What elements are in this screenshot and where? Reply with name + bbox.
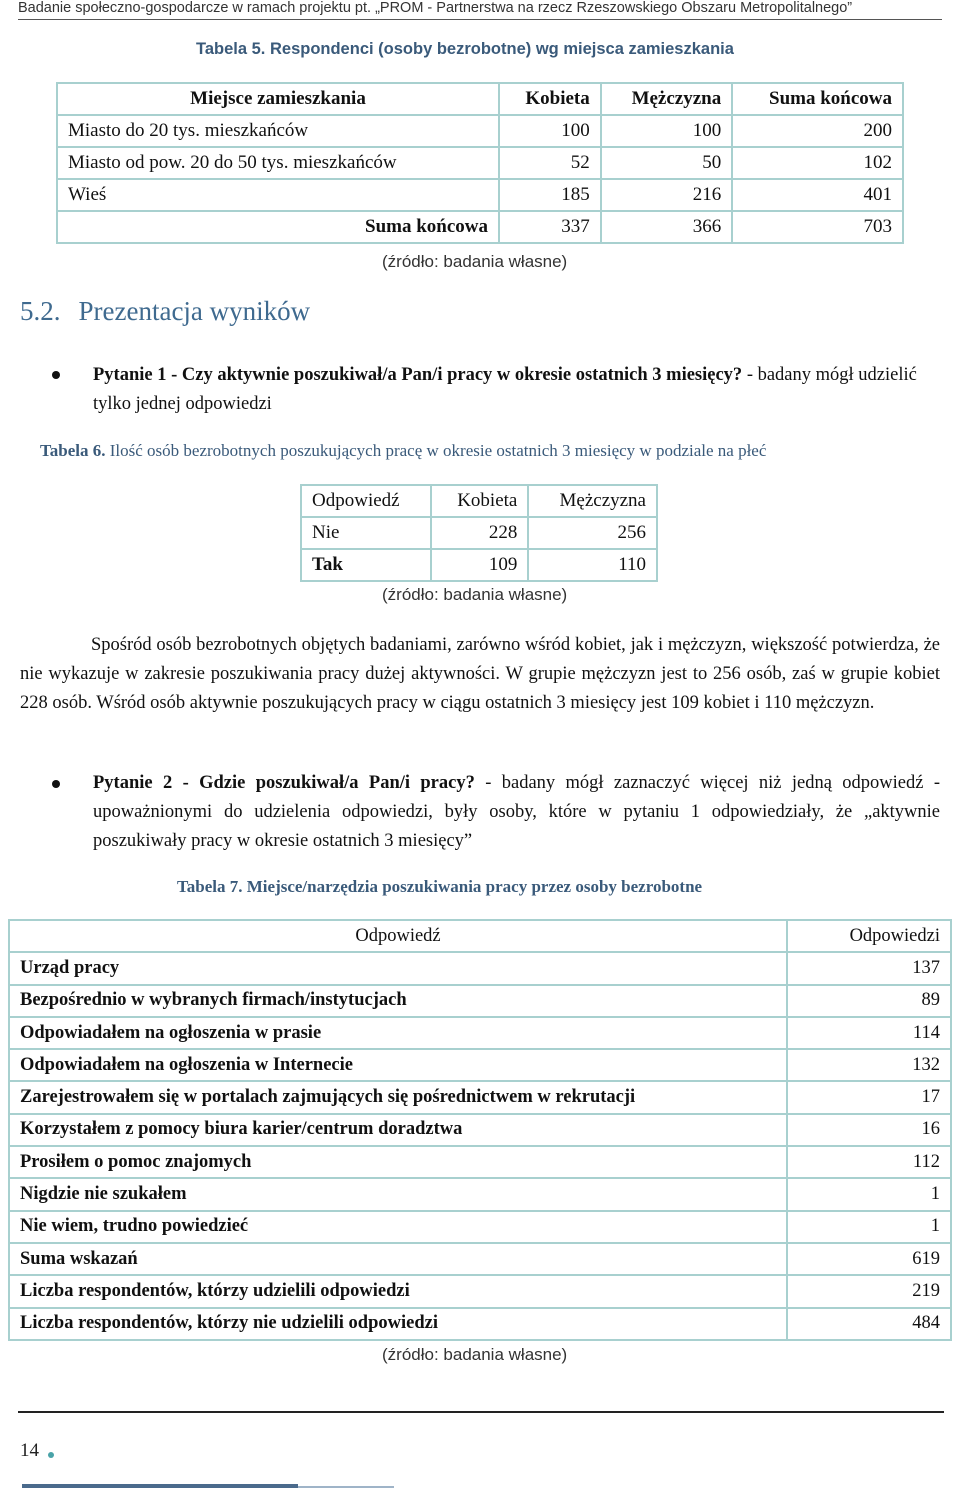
table-row [9, 952, 951, 984]
table6-cell: Tak [301, 549, 431, 581]
table7-cell: 619 [787, 1243, 951, 1275]
page-header: Badanie społeczno-gospodarcze w ramach projektu pt. „PROM - Partnerstwa na rzecz Rzeszowskiego Obszaru Metropolitalnego” [18, 0, 942, 20]
table7-cell: Odpowiadałem na ogłoszenia w prasie [9, 1017, 787, 1049]
table7-caption: Tabela 7. Miejsce/narzędzia poszukiwania pracy przez osoby bezrobotne [177, 877, 703, 896]
table-row [9, 985, 951, 1017]
table7-cell: Urząd pracy [9, 952, 787, 984]
table5-cell: 216 [601, 179, 733, 211]
table5 [56, 82, 904, 244]
table7-cell: 1 [787, 1211, 951, 1243]
table-row [9, 1114, 951, 1146]
dot-icon [48, 1452, 54, 1458]
table7-cell: Suma wskazań [9, 1243, 787, 1275]
table5-cell: 52 [499, 147, 601, 179]
footer-bar-light [298, 1486, 394, 1488]
table-row [301, 549, 657, 581]
body-paragraph: Spośród osób bezrobotnych objętych badaniami, zarówno wśród kobiet, jak i mężczyzn, większość potwierdza, że nie wykazuje w zakresie poszukiwania pracy dużej aktywności. W grupie mężczyzn jest to 256 osób, zaś w grupie kobiet 228 osób. Wśród osób aktywnie poszukujących pracy w ciągu ostatnich 3 miesięcy jest 109 kobiet i 110 mężczyzn. [20, 635, 940, 713]
table7-cell: 112 [787, 1146, 951, 1178]
table6-cell: Nie [301, 517, 431, 549]
table5-cell: Miasto do 20 tys. mieszkańców [57, 115, 499, 147]
table5-cell: 337 [499, 211, 601, 243]
table6-header-cell: Kobieta [431, 485, 528, 517]
table5-cell: 200 [732, 115, 903, 147]
table6-source: (źródło: badania własne) [382, 585, 568, 604]
table5-header-row [57, 83, 903, 115]
table6-cell: 109 [431, 549, 528, 581]
table7-cell: 89 [787, 985, 951, 1017]
table-row [9, 1275, 951, 1307]
table-row [9, 1017, 951, 1049]
table5-cell: 401 [732, 179, 903, 211]
table7-header-cell: Odpowiedzi [787, 920, 951, 952]
table7-cell: 16 [787, 1114, 951, 1146]
section-number: 5.2. [20, 296, 61, 326]
table7-cell: 219 [787, 1275, 951, 1307]
question1-text: Pytanie 1 - Czy aktywnie poszukiwał/a Pan/i pracy w okresie ostatnich 3 miesięcy? [93, 365, 743, 385]
table5-cell: 366 [601, 211, 733, 243]
table7-header-cell: Odpowiedź [9, 920, 787, 952]
table7-header-row [9, 920, 951, 952]
section-heading [20, 296, 310, 327]
table5-header-cell: Suma końcowa [732, 83, 903, 115]
table5-header-cell: Miejsce zamieszkania [57, 83, 499, 115]
table5-caption: Tabela 5. Respondenci (osoby bezrobotne) wg miejsca zamieszkania [196, 40, 734, 58]
table5-cell: 100 [499, 115, 601, 147]
question2-text: Pytanie 2 - Gdzie poszukiwał/a Pan/i pracy? [93, 773, 475, 793]
table7-source: (źródło: badania własne) [382, 1345, 568, 1364]
table7-cell: Prosiłem o pomoc znajomych [9, 1146, 787, 1178]
table-row [9, 1211, 951, 1243]
table-row [9, 1049, 951, 1081]
table7-cell: Liczba respondentów, którzy nie udzielili odpowiedzi [9, 1308, 787, 1340]
table6-header-cell: Mężczyzna [528, 485, 657, 517]
table6 [300, 484, 658, 582]
table7-cell: 137 [787, 952, 951, 984]
table7-cell: Korzystałem z pomocy biura karier/centrum doradztwa [9, 1114, 787, 1146]
table-row [9, 1243, 951, 1275]
table7-cell: 1 [787, 1178, 951, 1210]
page-number: 14 [20, 1440, 39, 1461]
table5-cell: 185 [499, 179, 601, 211]
table7 [8, 919, 952, 1341]
table5-source: (źródło: badania własne) [382, 252, 568, 271]
table7-cell: 114 [787, 1017, 951, 1049]
table5-cell: Wieś [57, 179, 499, 211]
table5-total-label: Suma końcowa [57, 211, 499, 243]
question1 [93, 361, 943, 419]
table6-caption-text: Ilość osób bezrobotnych poszukujących pracę w okresie ostatnich 3 miesięcy w podziale na płeć [109, 441, 767, 460]
table7-cell: Liczba respondentów, którzy udzielili odpowiedzi [9, 1275, 787, 1307]
table5-cell: 703 [732, 211, 903, 243]
table5-cell: 50 [601, 147, 733, 179]
question2-note: - badany mógł zaznaczyć więcej niż jedną odpowiedź - upoważnionymi do udzielenia odpowiedzi, były osoby, które w pytaniu 1 odpowiedziały, że „aktywnie poszukiwały pracy w okresie ostatnich 3 miesięcy” [93, 773, 941, 851]
table-row [9, 1308, 951, 1340]
bullet-icon [52, 371, 60, 379]
section-title: Prezentacja wyników [78, 296, 311, 326]
table7-cell: Bezpośrednio w wybranych firmach/instytucjach [9, 985, 787, 1017]
table6-caption [40, 441, 766, 461]
table5-cell: 100 [601, 115, 733, 147]
table6-cell: 256 [528, 517, 657, 549]
table6-header-row [301, 485, 657, 517]
table-row [57, 147, 903, 179]
table6-cell: 110 [528, 549, 657, 581]
table-row [301, 517, 657, 549]
table5-total-row [57, 211, 903, 243]
footer-bar [22, 1484, 298, 1488]
table6-header-cell: Odpowiedź [301, 485, 431, 517]
table-row [9, 1081, 951, 1113]
table7-cell: 484 [787, 1308, 951, 1340]
table-row [57, 115, 903, 147]
question1-note: - badany mógł udzielić tylko jednej odpowiedzi [93, 365, 917, 414]
table7-cell: 132 [787, 1049, 951, 1081]
bullet-icon [52, 780, 60, 788]
table7-cell: Nie wiem, trudno powiedzieć [9, 1211, 787, 1243]
table7-cell: Odpowiadałem na ogłoszenia w Internecie [9, 1049, 787, 1081]
table6-cell: 228 [431, 517, 528, 549]
table5-cell: 102 [732, 147, 903, 179]
table5-cell: Miasto od pow. 20 do 50 tys. mieszkańców [57, 147, 499, 179]
table-row [9, 1146, 951, 1178]
table-row [57, 179, 903, 211]
table5-header-cell: Kobieta [499, 83, 601, 115]
table6-caption-label: Tabela 6. [40, 441, 106, 460]
table7-cell: Zarejestrowałem się w portalach zajmujących się pośrednictwem w rekrutacji [9, 1081, 787, 1113]
table7-cell: Nigdzie nie szukałem [9, 1178, 787, 1210]
table7-cell: 17 [787, 1081, 951, 1113]
footer-divider [18, 1411, 944, 1413]
table5-header-cell: Mężczyzna [601, 83, 733, 115]
question2 [93, 769, 940, 856]
table-row [9, 1178, 951, 1210]
